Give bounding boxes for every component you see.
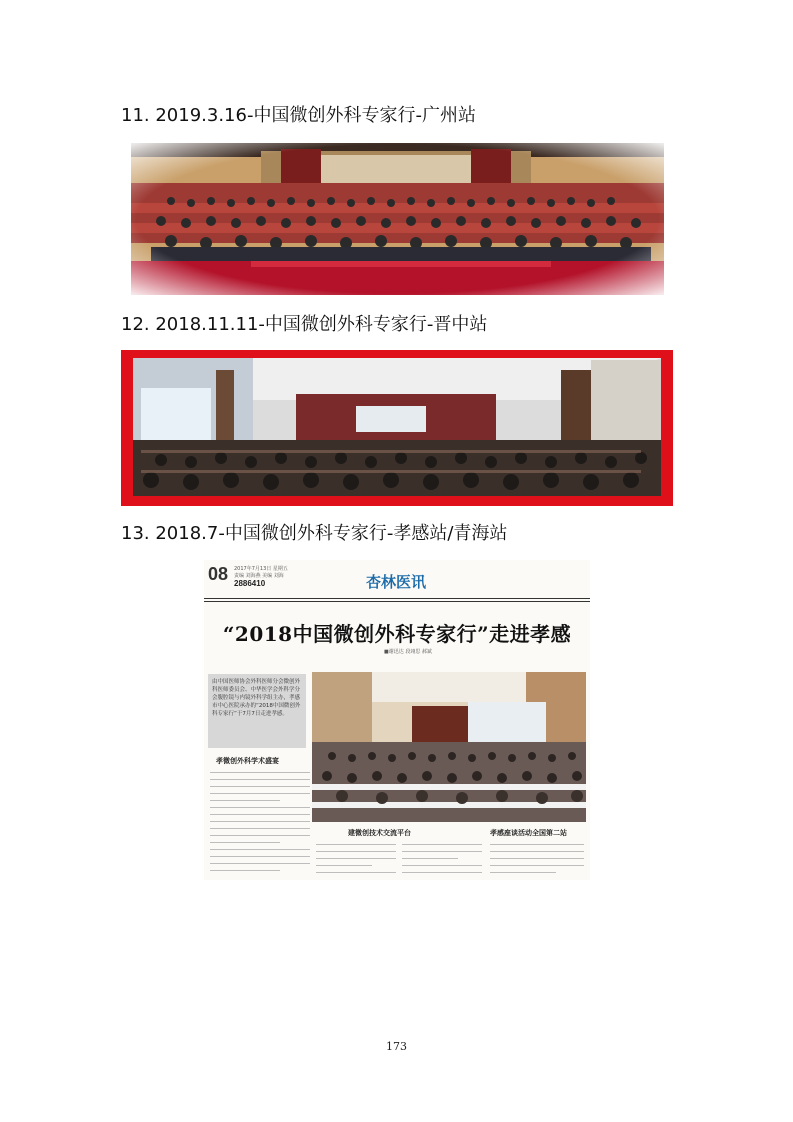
jinzhong-auditorium-photo <box>121 350 673 506</box>
newspaper-headline: “2018中国微创外科专家行”走进孝感 <box>222 622 572 646</box>
newspaper-conference-photo <box>312 672 586 822</box>
masthead-rule <box>204 598 590 599</box>
newspaper-masthead: 杏林医讯 <box>365 573 426 591</box>
newspaper-lead-box: 由中国医师协会外科医师分会微创外科医师委员会、中华医学会外科学分会腹腔镜与内镜外科学组主办，孝感市中心医院承办的“2018中国微创外科专家行”于7月7日走进孝感。 <box>208 674 306 748</box>
newspaper-clipping <box>204 560 590 880</box>
masthead-rule-thin <box>204 601 590 602</box>
newspaper-byline: ■谢迅达 段翊思 郝斌 <box>384 649 432 655</box>
newspaper-column-2 <box>316 844 396 879</box>
section-heading-guangzhou: 11. 2019.3.16-中国微创外科专家行-广州站 <box>121 105 476 126</box>
newspaper-subhead-3: 孝感座谈活动全国第二站 <box>490 829 567 837</box>
newspaper-column-4 <box>490 844 584 879</box>
newspaper-date: 2017年7月13日 星期五 <box>234 566 288 572</box>
newspaper-column-1 <box>210 772 310 877</box>
newspaper-date-line <box>234 566 288 580</box>
newspaper-phone: 2886410 <box>234 579 266 588</box>
section-heading-jinzhong: 12. 2018.11.11-中国微创外科专家行-晋中站 <box>121 314 488 335</box>
newspaper-subhead-1: 孝微创外科学术盛宴 <box>216 757 279 765</box>
newspaper-subhead-2: 建微创技术交流平台 <box>348 829 411 837</box>
page-number: 173 <box>386 1040 407 1053</box>
newspaper-editors: 责编 刘海燕 美编 刘海 <box>234 573 284 579</box>
guangzhou-group-photo <box>131 143 664 295</box>
section-heading-xiaogan-qinghai: 13. 2018.7-中国微创外科专家行-孝感站/青海站 <box>121 523 508 544</box>
newspaper-page-number: 08 <box>208 564 229 584</box>
newspaper-column-3 <box>402 844 482 879</box>
